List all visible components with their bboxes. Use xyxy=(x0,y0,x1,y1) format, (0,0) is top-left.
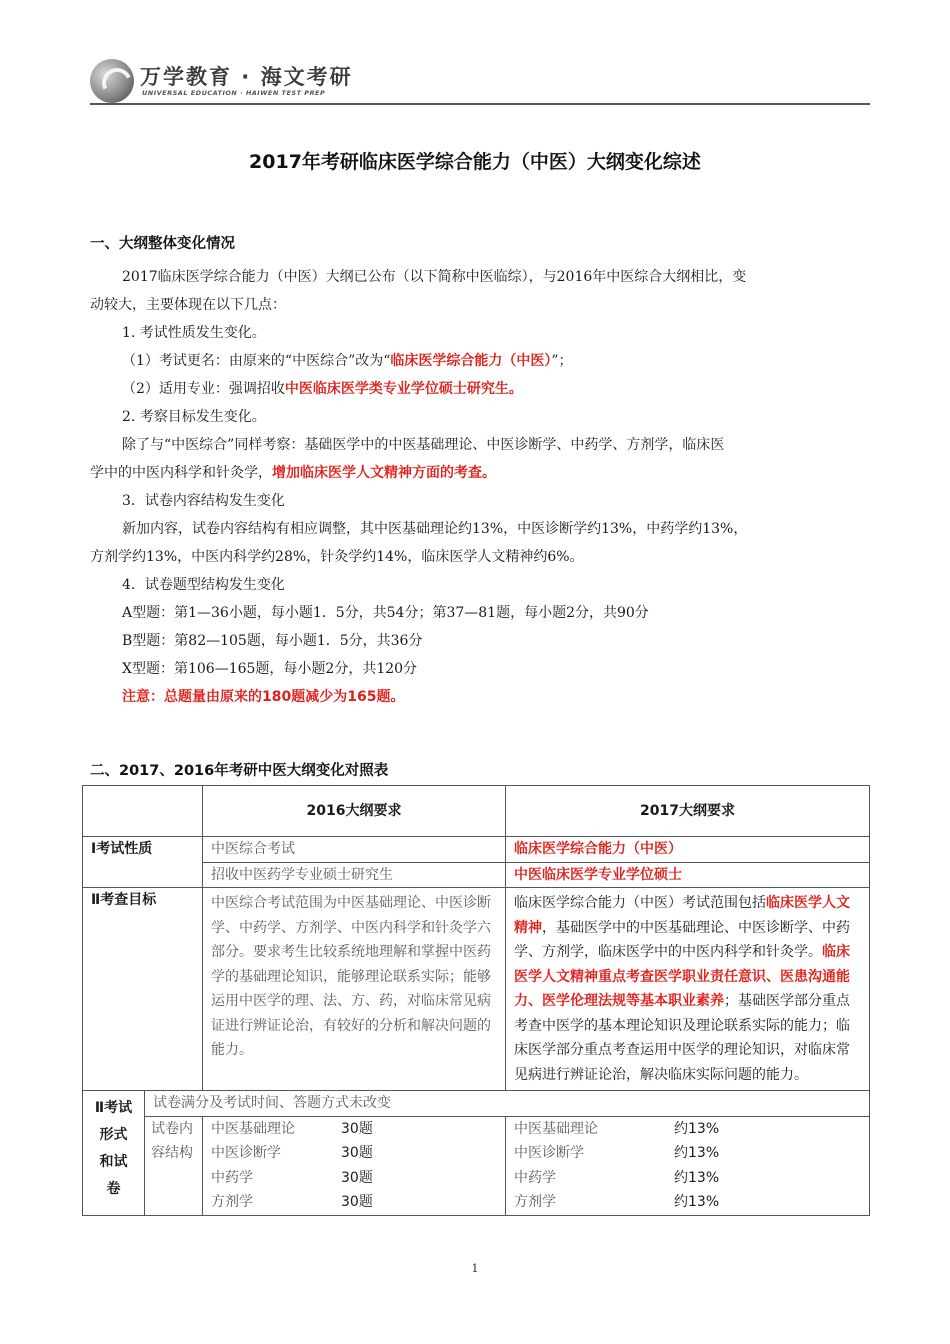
goal-text-2: ，基础医学中的中医基础理论、中医诊断学、中药学、方剂学，临床医学中的中医内科学和针灸学。 xyxy=(514,919,850,960)
note-line: 注意：总题量由原来的180题减少为165题。 xyxy=(122,689,405,705)
subject-name: 方剂学 xyxy=(514,1194,556,1210)
list-item xyxy=(514,1141,861,1166)
brand-name: 万学教育 · 海文考研 xyxy=(140,65,353,89)
type-a-line: A型题：第1—36小题，每小题1．5分，共54分；第37—81题，每小题2分，共90分 xyxy=(122,605,649,621)
point-1-b-highlight: 中医临床医学类专业学位硕士研究生。 xyxy=(284,381,523,397)
point-2-title: 2. 考察目标发生变化。 xyxy=(122,409,266,425)
cell-2017-structure xyxy=(506,1116,870,1215)
table-header-row xyxy=(83,786,870,837)
brand-tagline: UNIVERSAL EDUCATION · HAIWEN TEST PREP xyxy=(142,89,326,97)
cell-content-structure-label: 试卷内容结构 xyxy=(145,1116,203,1215)
section-1-heading: 一、大纲整体变化情况 xyxy=(90,236,235,252)
subject-value: 30题 xyxy=(341,1145,373,1161)
list-item xyxy=(211,1166,497,1191)
point-1-title: 1. 考试性质发生变化。 xyxy=(122,325,266,341)
row-label-exam-form: Ⅱ考试形式和试卷 xyxy=(83,1091,145,1216)
list-item xyxy=(514,1190,861,1215)
row-label-exam-nature: Ⅰ考试性质 xyxy=(83,837,203,888)
cell-2016-goal: 中医综合考试范围为中医基础理论、中医诊断学、中药学、方剂学、中医内科学和针灸学六部分。要求考生比较系统地理解和掌握中医药学的基础理论知识，能够理论联系实际；能够运用中医学的理、法、方、药，对临床常见病证进行辨证论治，有较好的分析和解决问题的能力。 xyxy=(203,888,506,1091)
header-2017: 2017大纲要求 xyxy=(506,786,870,837)
point-3-line-2: 方剂学约13%，中医内科学约28%，针灸学约14%，临床医学人文精神约6%。 xyxy=(90,549,584,565)
header-2016: 2016大纲要求 xyxy=(203,786,506,837)
subject-value: 约13% xyxy=(674,1120,720,1137)
goal-text-1: 临床医学综合能力（中医）考试范围包括 xyxy=(514,895,766,911)
cell-form-note: 试卷满分及考试时间、答题方式未改变 xyxy=(145,1091,870,1117)
table-row xyxy=(83,1116,870,1215)
goal-highlight-2: 临床医学人文精神重点考查医学职业责任意识、医患沟通能力、医学伦理法规等基本职业素养 xyxy=(514,944,850,1009)
point-3-line-1: 新加内容，试卷内容结构有相应调整，其中医基础理论约13%，中医诊断学约13%，中药学约13%， xyxy=(122,521,748,537)
type-b-line: B型题：第82—105题，每小题1．5分，共36分 xyxy=(122,633,423,649)
cell-2016-structure xyxy=(203,1116,506,1215)
type-x-line: X型题：第106—165题，每小题2分，共120分 xyxy=(122,661,418,677)
comparison-table xyxy=(82,785,870,1216)
table-row xyxy=(83,837,870,863)
brand-logo-icon xyxy=(90,59,134,103)
cell-2016-exam-name: 中医综合考试 xyxy=(203,837,506,863)
header-divider xyxy=(90,103,870,105)
point-3-title: 3．试卷内容结构发生变化 xyxy=(122,493,285,509)
subject-name: 中医基础理论 xyxy=(514,1120,598,1137)
point-1-a-tail: ”； xyxy=(551,353,573,369)
point-1-a-highlight: 临床医学综合能力（中医） xyxy=(390,353,552,369)
intro-line-1: 2017临床医学综合能力（中医）大纲已公布（以下简称中医临综），与2016年中医综合大纲相比，变 xyxy=(122,269,747,285)
document-title: 2017年考研临床医学综合能力（中医）大纲变化综述 xyxy=(249,151,701,173)
section-1-body xyxy=(90,263,870,711)
point-2-line-1 xyxy=(90,431,870,459)
subject-name: 中医诊断学 xyxy=(514,1145,584,1161)
cell-2016-major: 招收中医药学专业硕士研究生 xyxy=(203,862,506,888)
intro-line-2: 动较大，主要体现在以下几点： xyxy=(90,297,286,313)
list-item xyxy=(514,1117,861,1142)
row-label-exam-goal: Ⅱ考查目标 xyxy=(83,888,203,1091)
list-item xyxy=(211,1141,497,1166)
list-item xyxy=(514,1166,861,1191)
subject-value: 30题 xyxy=(341,1120,373,1137)
point-2-subjects-cont: 学中的中医内科学和针灸学， xyxy=(90,465,272,481)
section-2-heading: 二、2017、2016年考研中医大纲变化对照表 xyxy=(90,763,389,779)
list-item xyxy=(211,1190,497,1215)
cell-2017-goal xyxy=(506,888,870,1091)
list-item xyxy=(211,1117,497,1142)
subject-name: 中药学 xyxy=(514,1169,556,1186)
point-2-subjects: 基础医学中的中医基础理论、中医诊断学、中药学、方剂学，临床医 xyxy=(304,437,725,453)
goal-highlight-1: 临床医学人文精神 xyxy=(514,895,850,936)
point-1-b xyxy=(90,375,870,403)
point-1-a xyxy=(90,347,870,375)
subject-name: 方剂学 xyxy=(211,1194,253,1210)
point-1-a-text: （1）考试更名：由原来的“中医综合”改为“ xyxy=(122,353,391,369)
subject-name: 中医诊断学 xyxy=(211,1145,281,1161)
point-2-line-2 xyxy=(90,459,870,487)
point-2-highlight: 增加临床医学人文精神方面的考查。 xyxy=(272,465,496,481)
subject-value: 30题 xyxy=(341,1194,373,1210)
header-empty-cell xyxy=(83,786,203,837)
subject-name: 中医基础理论 xyxy=(211,1120,295,1137)
goal-text-3: ；基础医学部分重点考查中医学的基本理论知识及理论联系实际的能力；临床医学部分重点考查运用中医学的理论知识，对临床常见病进行辨证论治，解决临床实际问题的能力。 xyxy=(514,993,850,1083)
point-2-text: 除了与“中医综合”同样考察： xyxy=(122,437,305,453)
subject-name: 中药学 xyxy=(211,1169,253,1186)
cell-2017-major: 中医临床医学专业学位硕士 xyxy=(506,862,870,888)
page-header xyxy=(90,55,870,105)
page-number: 1 xyxy=(471,1262,479,1275)
point-4-title: 4．试卷题型结构发生变化 xyxy=(122,577,285,593)
subject-value: 约13% xyxy=(674,1169,720,1186)
subject-value: 约13% xyxy=(674,1194,720,1210)
table-row xyxy=(83,1091,870,1117)
subject-value: 30题 xyxy=(341,1169,373,1186)
table-row xyxy=(83,888,870,1091)
point-1-b-text: （2）适用专业：强调招收 xyxy=(122,381,285,397)
subject-value: 约13% xyxy=(674,1145,720,1161)
cell-2017-exam-name: 临床医学综合能力（中医） xyxy=(506,837,870,863)
